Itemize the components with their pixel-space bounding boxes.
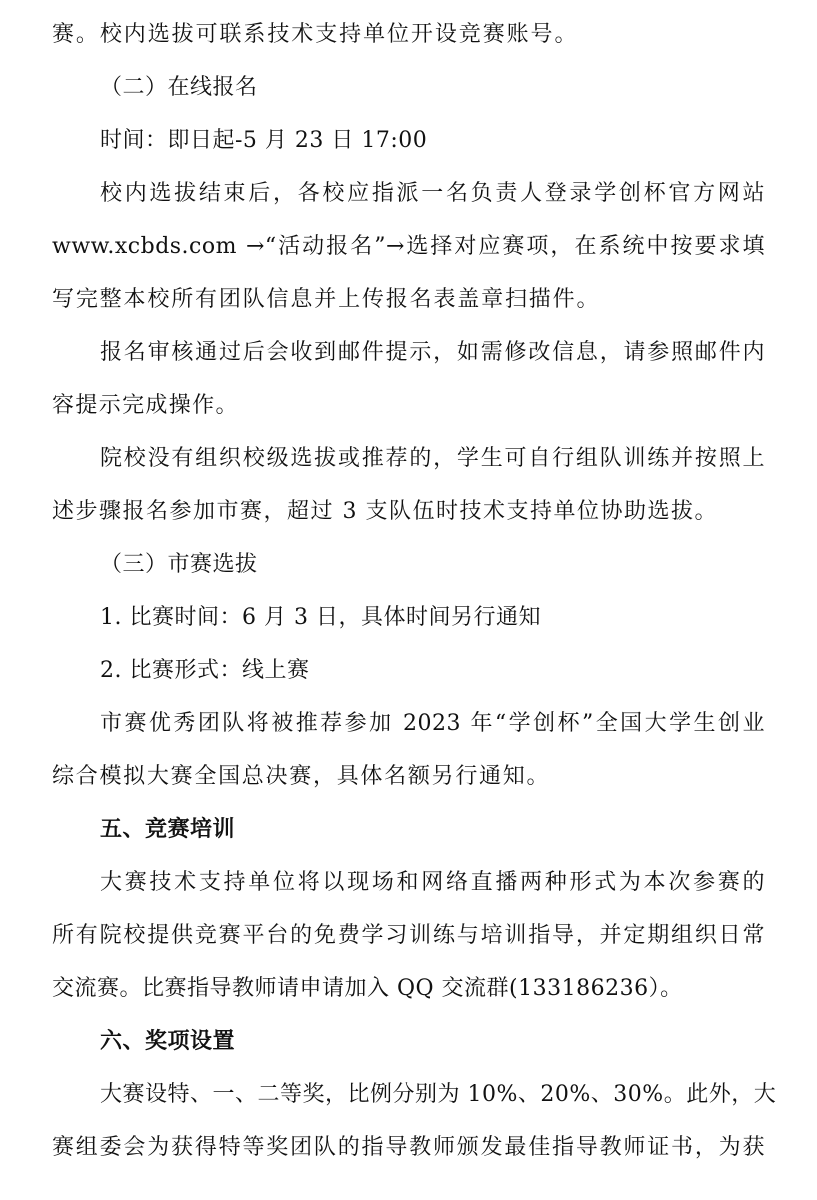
text-line	[0, 812, 817, 848]
section-heading: 五、竞赛培训	[100, 817, 236, 842]
text-line	[0, 706, 817, 742]
text-line	[0, 1130, 817, 1166]
text-line	[0, 123, 817, 159]
text-line	[0, 653, 817, 689]
text-line	[0, 600, 817, 636]
text-line	[0, 17, 817, 53]
text-line	[0, 971, 817, 1007]
text-line	[0, 494, 817, 530]
text-line	[0, 70, 817, 106]
paragraph-text: 院校没有组织校级选拔或推荐的，学生可自行组队训练并按照上	[100, 446, 765, 471]
list-item: 2. 比赛形式：线上赛	[100, 658, 310, 683]
paragraph-text: 市赛优秀团队将被推荐参加 2023 年“学创杯”全国大学生创业	[100, 711, 765, 736]
paragraph-text: 大赛设特、一、二等奖，比例分别为 10%、20%、30%。此外，大	[100, 1082, 777, 1107]
text-line	[0, 282, 817, 318]
section-heading: 六、奖项设置	[100, 1029, 236, 1054]
text-line	[0, 1077, 817, 1113]
paragraph-text: 报名审核通过后会收到邮件提示，如需修改信息，请参照邮件内	[100, 340, 765, 365]
section-heading: （三）市赛选拔	[100, 552, 258, 577]
text-line	[0, 918, 817, 954]
text-line	[0, 865, 817, 901]
paragraph-text: 交流赛。比赛指导教师请申请加入 QQ 交流群(133186236）。	[52, 976, 683, 1001]
text-line	[0, 441, 817, 477]
paragraph-text: 校内选拔结束后，各校应指派一名负责人登录学创杯官方网站	[100, 181, 765, 206]
paragraph-text: 容提示完成操作。	[52, 393, 238, 418]
paragraph-text: 大赛技术支持单位将以现场和网络直播两种形式为本次参赛的	[100, 870, 765, 895]
paragraph-text: 综合模拟大赛全国总决赛，具体名额另行通知。	[52, 764, 549, 789]
paragraph-text: 赛组委会为获得特等奖团队的指导教师颁发最佳指导教师证书，为获	[52, 1135, 765, 1160]
paragraph-text: www.xcbds.com →“活动报名”→选择对应赛项，在系统中按要求填	[52, 234, 765, 259]
text-line	[0, 388, 817, 424]
paragraph-text: 赛。校内选拔可联系技术支持单位开设竞赛账号。	[52, 22, 577, 47]
text-line	[0, 1024, 817, 1060]
text-line	[0, 759, 817, 795]
paragraph-text: 所有院校提供竞赛平台的免费学习训练与培训指导，并定期组织日常	[52, 923, 765, 948]
paragraph-text: 写完整本校所有团队信息并上传报名表盖章扫描件。	[52, 287, 599, 312]
text-line	[0, 547, 817, 583]
list-item: 1. 比赛时间：6 月 3 日，具体时间另行通知	[100, 605, 541, 630]
paragraph-text: 述步骤报名参加市赛，超过 3 支队伍时技术支持单位协助选拔。	[52, 499, 717, 524]
text-line	[0, 335, 817, 371]
text-line	[0, 176, 817, 212]
text-line	[0, 229, 817, 265]
paragraph-text: 时间：即日起-5 月 23 日 17:00	[100, 128, 428, 153]
section-heading: （二）在线报名	[100, 75, 258, 100]
